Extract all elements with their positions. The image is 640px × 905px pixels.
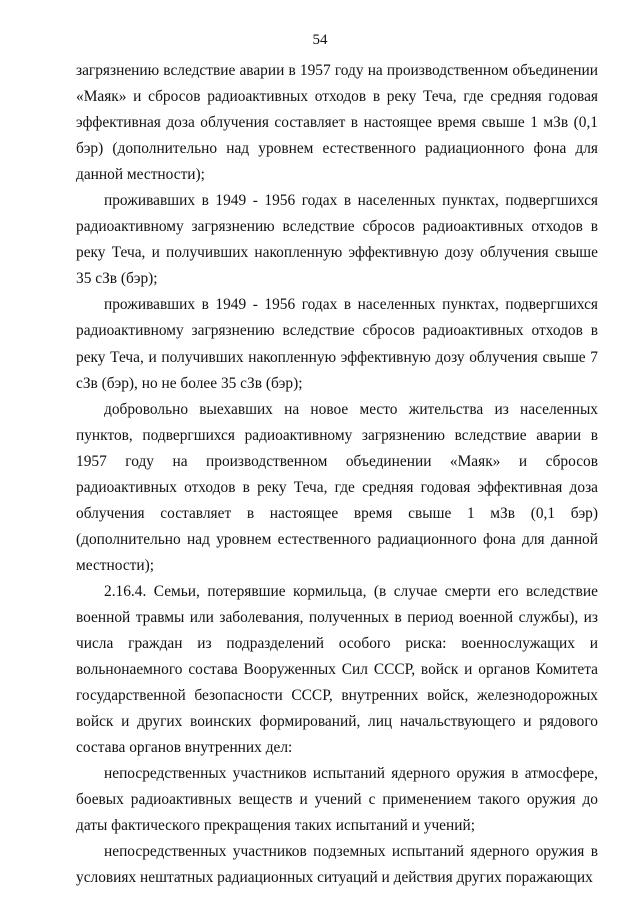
paragraph-continuation: загрязнению вследствие аварии в 1957 году на производственном объединении «Маяк» и сбросов радиоактивных отходов в реку Теча, где средняя годовая эффективная доза облучения составляет в настоящее время свыше 1 мЗв (0,1 бэр) (дополнительно над уровнем естественного радиационного фона для данной местности);	[76, 62, 598, 184]
paragraph: непосредственных участников подземных испытаний ядерного оружия в условиях нештатных радиационных ситуаций и действия других поражающих	[76, 843, 598, 887]
paragraph: добровольно выехавших на новое место жительства из населенных пунктов, подвергшихся радиоактивному загрязнению вследствие аварии в 1957 году на производственном объединении «Маяк» и сбросов радиоактивных отходов в реку Теча, где средняя годовая эффективная доза облучения составляет в настоящее время свыше 1 мЗв (0,1 бэр) (дополнительно над уровнем естественного радиационного фона для данной местности);	[76, 400, 598, 574]
paragraph: проживавших в 1949 - 1956 годах в населенных пунктах, подвергшихся радиоактивному загрязнению вследствие сбросов радиоактивных отходов в реку Теча, и получивших накопленную эффективную дозу облучения свыше 7 сЗв (бэр), но не более 35 сЗв (бэр);	[76, 296, 598, 392]
document-body	[76, 58, 598, 892]
paragraph-section-2-16-4: 2.16.4. Семьи, потерявшие кормильца, (в случае смерти его вследствие военной травмы или заболевания, полученных в период военной службы), из числа граждан из подразделений особого риска: военнослужащих и вольнонаемного состава Вооруженных Сил СССР, войск и органов Комитета государственной безопасности СССР, внутренних войск, железнодорожных войск и других воинских формирований, лиц начальствующего и рядового состава органов внутренних дел:	[76, 582, 598, 757]
paragraph: непосредственных участников испытаний ядерного оружия в атмосфере, боевых радиоактивных веществ и учений с применением такого оружия до даты фактического прекращения таких испытаний и учений;	[76, 765, 598, 835]
paragraph: проживавших в 1949 - 1956 годах в населенных пунктах, подвергшихся радиоактивному загрязнению вследствие сбросов радиоактивных отходов в реку Теча, и получивших накопленную эффективную дозу облучения свыше 35 сЗв (бэр);	[76, 192, 598, 288]
page-number: 54	[312, 32, 328, 48]
